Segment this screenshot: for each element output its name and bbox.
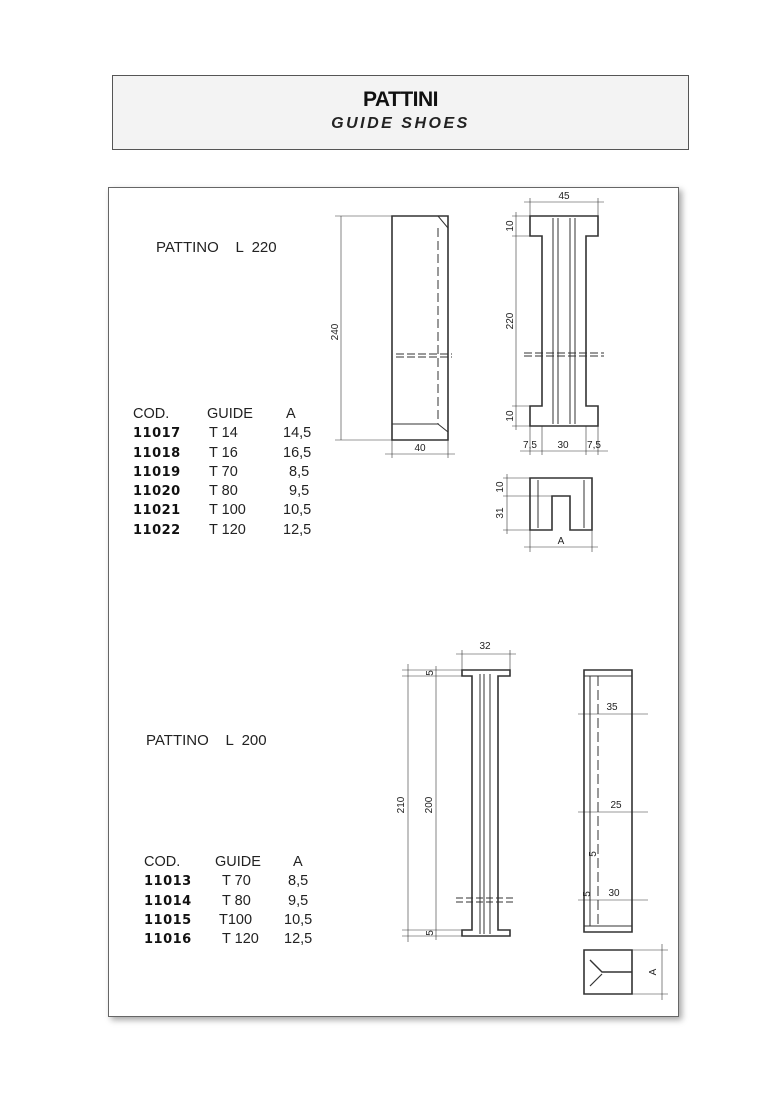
dim-7-5-left: 7,5 bbox=[523, 440, 537, 451]
a-cell: 10,5 bbox=[284, 911, 313, 928]
a-cell: 14,5 bbox=[283, 425, 312, 442]
dim-a-l220: A bbox=[557, 536, 565, 547]
dim-40: 40 bbox=[414, 443, 426, 454]
a-cell: 10,5 bbox=[283, 502, 312, 519]
l220-front-view bbox=[512, 198, 608, 455]
dim-35: 35 bbox=[606, 702, 618, 713]
a-cell: 9,5 bbox=[289, 483, 310, 500]
guide-cell: T 100 bbox=[209, 502, 246, 519]
code-cell: 11019 bbox=[133, 464, 181, 480]
dim-5-side: 5 bbox=[588, 851, 599, 857]
dim-5-top: 5 bbox=[425, 670, 436, 676]
a-cell: 9,5 bbox=[288, 892, 309, 909]
dim-7-5-right: 7,5 bbox=[587, 440, 601, 451]
a-cell: 16,5 bbox=[283, 444, 312, 461]
guide-cell: T 80 bbox=[222, 892, 251, 909]
dim-32: 32 bbox=[479, 641, 491, 652]
a-cell: 12,5 bbox=[284, 931, 313, 948]
dim-10-section: 10 bbox=[495, 481, 506, 493]
col-header-guide: GUIDE bbox=[215, 854, 261, 870]
page-subtitle: GUIDE SHOES bbox=[331, 115, 470, 132]
dim-200: 200 bbox=[424, 796, 435, 814]
code-cell: 11020 bbox=[133, 484, 181, 500]
guide-cell: T 80 bbox=[209, 483, 238, 500]
guide-cell: T 16 bbox=[209, 444, 238, 461]
dim-a-l200: A bbox=[648, 968, 659, 976]
guide-cell: T 14 bbox=[209, 425, 238, 442]
dim-45: 45 bbox=[558, 191, 570, 202]
dim-5-bottom: 5 bbox=[425, 930, 436, 936]
dim-5-side-lower: 5 bbox=[582, 891, 593, 897]
col-header-guide: GUIDE bbox=[207, 406, 253, 422]
code-cell: 11017 bbox=[133, 426, 181, 442]
code-cell: 11013 bbox=[144, 874, 192, 890]
code-cell: 11021 bbox=[133, 503, 181, 519]
dim-210: 210 bbox=[396, 796, 407, 814]
code-cell: 11018 bbox=[133, 445, 181, 461]
l220-side-view bbox=[335, 216, 455, 458]
page-title: PATTINI bbox=[362, 88, 439, 111]
dim-220: 220 bbox=[505, 312, 516, 330]
guide-cell: T100 bbox=[219, 911, 253, 928]
col-header-a: A bbox=[293, 854, 303, 870]
col-header-a: A bbox=[286, 406, 296, 422]
code-cell: 11016 bbox=[144, 932, 192, 948]
code-cell: 11015 bbox=[144, 912, 192, 928]
dim-10-bottom: 10 bbox=[505, 410, 516, 422]
section-l200-label: PATTINO L 200 bbox=[146, 732, 267, 749]
dim-25: 25 bbox=[610, 800, 622, 811]
a-cell: 12,5 bbox=[283, 521, 312, 538]
a-cell: 8,5 bbox=[289, 463, 310, 480]
l200-front-view bbox=[402, 650, 516, 942]
dim-30-side: 30 bbox=[608, 888, 620, 899]
section-l220-label: PATTINO L 220 bbox=[156, 239, 277, 256]
guide-cell: T 70 bbox=[209, 463, 238, 480]
code-cell: 11014 bbox=[144, 893, 192, 909]
a-cell: 8,5 bbox=[288, 873, 309, 890]
dim-30: 30 bbox=[557, 440, 569, 451]
dim-240: 240 bbox=[330, 323, 341, 341]
dim-10-top: 10 bbox=[505, 220, 516, 232]
guide-cell: T 120 bbox=[209, 521, 246, 538]
guide-cell: T 70 bbox=[222, 873, 251, 890]
guide-cell: T 120 bbox=[222, 931, 259, 948]
col-header-cod: COD. bbox=[133, 406, 170, 422]
dim-31: 31 bbox=[495, 507, 506, 519]
l220-cross-section bbox=[503, 474, 598, 552]
code-cell: 11022 bbox=[133, 522, 181, 538]
col-header-cod: COD. bbox=[144, 854, 181, 870]
